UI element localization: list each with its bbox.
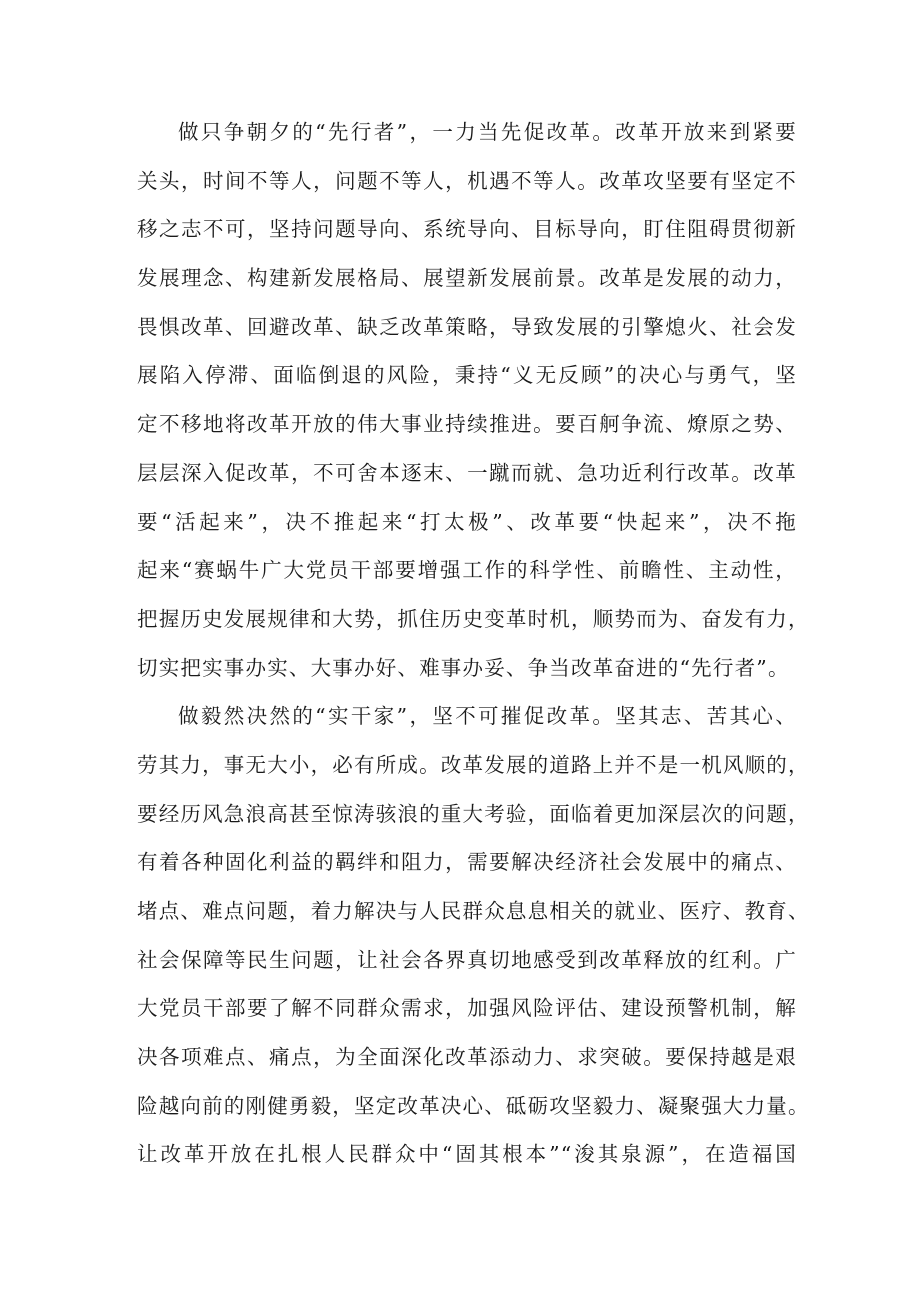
- text-line: 有着各种固化利益的羁绊和阻力，需要解决经济社会发展中的痛点、: [137, 850, 797, 875]
- text-line: 定不移地将改革开放的伟大事业持续推进。要百舸争流、燎原之势、: [137, 412, 797, 437]
- text-line: 切实把实事办实、大事办好、难事办妥、争当改革奋进的“先行者”。: [137, 655, 790, 680]
- text-line: 发展理念、构建新发展格局、展望新发展前景。改革是发展的动力，: [137, 266, 797, 291]
- text-line: 险越向前的刚健勇毅，坚定改革决心、砥砺攻坚毅力、凝聚强大力量。: [137, 1093, 810, 1118]
- text-line: 展陷入停滞、面临倒退的风险，秉持“义无反顾”的决心与勇气，坚: [137, 363, 797, 388]
- paragraph-2: [137, 692, 810, 1179]
- text-line: 要“活起来”，决不推起来“打太极”、改革要“快起来”，决不拖: [137, 509, 797, 534]
- text-line: 劳其力，事无大小，必有所成。改革发展的道路上并不是一机风顺的，: [137, 752, 810, 777]
- text-line: 畏惧改革、回避改革、缺乏改革策略，导致发展的引擎熄火、社会发: [137, 314, 797, 339]
- text-line: 起来“赛蜗牛广大党员干部要增强工作的科学性、前瞻性、主动性，: [137, 558, 797, 583]
- text-line: 移之志不可，坚持问题导向、系统导向、目标导向，盯住阻碍贯彻新: [137, 217, 797, 242]
- text-line: 把握历史发展规律和大势，抓住历史变革时机，顺势而为、奋发有力，: [137, 606, 810, 631]
- text-line: 决各项难点、痛点，为全面深化改革添动力、求突破。要保持越是艰: [137, 1045, 797, 1070]
- text-line: 做只争朝夕的“先行者”，一力当先促改革。改革开放来到紧要: [178, 120, 797, 144]
- text-line: 要经历风急浪高甚至惊涛骇浪的重大考验，面临着更加深层次的问题，: [137, 801, 810, 826]
- paragraph-1: [137, 108, 810, 692]
- text-line: 让改革开放在扎根人民群众中“固其根本”“浚其泉源”，在造福国: [137, 1142, 797, 1167]
- text-line: 层层深入促改革，不可舍本逐末、一蹴而就、急功近利行改革。改革: [137, 460, 797, 485]
- text-line: 做毅然决然的“实干家”，坚不可摧促改革。坚其志、苦其心、: [178, 704, 797, 729]
- text-line: 关头，时间不等人，问题不等人，机遇不等人。改革攻坚要有坚定不: [137, 168, 797, 193]
- text-line: 大党员干部要了解不同群众需求，加强风险评估、建设预警机制，解: [137, 996, 797, 1021]
- text-line: 社会保障等民生问题，让社会各界真切地感受到改革释放的红利。广: [137, 947, 797, 972]
- text-line: 堵点、难点问题，着力解决与人民群众息息相关的就业、医疗、教育、: [137, 899, 810, 923]
- document-body: [137, 108, 810, 1179]
